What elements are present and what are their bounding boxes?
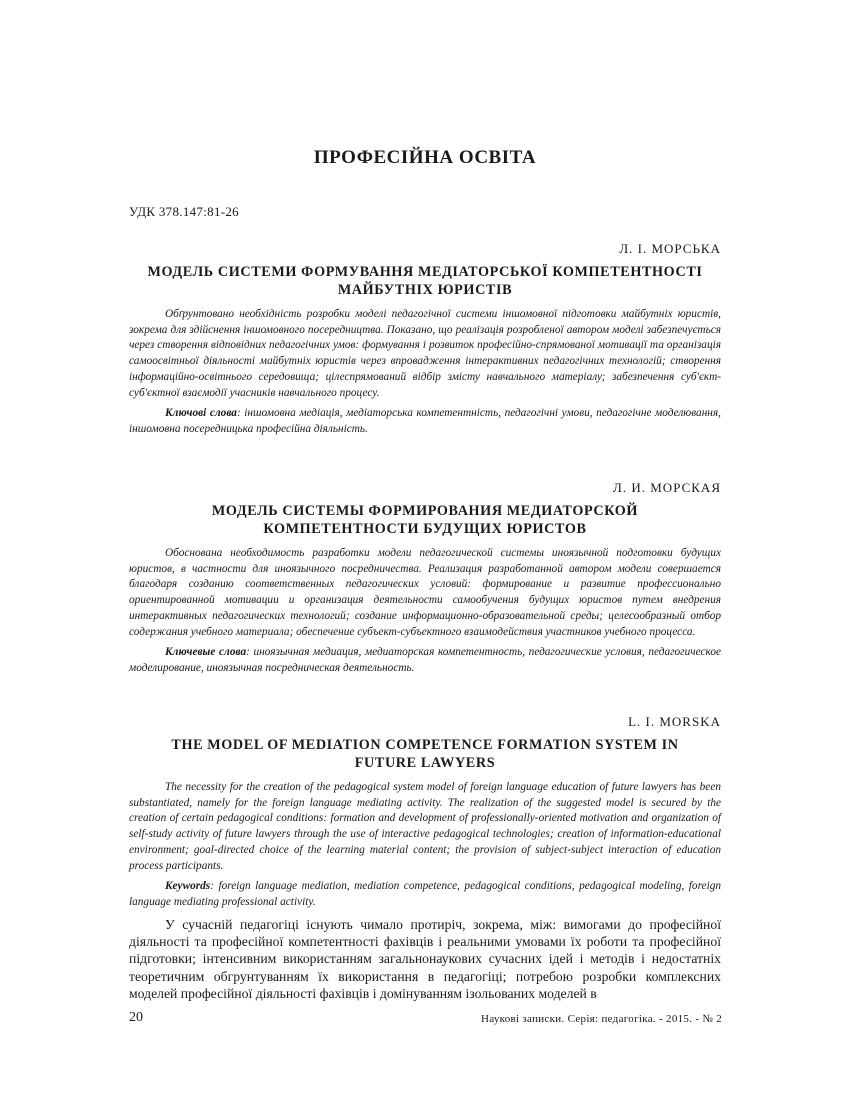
udk-code: УДК 378.147:81-26 [129,204,239,219]
keywords [129,645,721,676]
article-title-line: МОДЕЛЬ СИСТЕМИ ФОРМУВАННЯ МЕДІАТОРСЬКОЇ КОМПЕТЕНТНОСТІ [147,264,703,280]
keywords-text: : іншомовна медіація, медіаторська компетентність, педагогічні умови, педагогічне моделювання, іншомовна посередницька професійна діяльність. [129,407,721,435]
article-title-line: FUTURE LAWYERS [354,755,496,771]
keywords-text: : foreign language mediation, mediation competence, pedagogical conditions, pedagogical modeling, foreign language mediating professional activity. [129,880,721,908]
keywords-label: Keywords [165,880,211,893]
article-title-line: МОДЕЛЬ СИСТЕМЫ ФОРМИРОВАНИЯ МЕДИАТОРСКОЙ [211,503,639,519]
abstract-text: The necessity for the creation of the pedagogical system model of foreign language education of future lawyers has been substantiated, namely for the foreign language mediating activity. The realization of the suggested model is secured by the creation of certain pedagogical conditions: formation and development of professionally-oriented motivation and organization of self-study activity of future lawyers through the use of interactive pedagogical technologies; creation of information-educational environment; goal-directed choice of the learning material content; the provision of subject-subject interaction of education process participants. [129,781,721,872]
article-title [129,736,721,772]
keywords [129,406,721,437]
author-name: Л. І. МОРСЬКА [619,241,721,256]
abstract-text: Обоснована необходимость разработки модели педагогической системы иноязычной подготовки будущих юристов, в частности для иноязычного посредничества. Реализация разработанной автором модели совершается благодаря созданию соответственных педагогических условий: формирование и развитие профессионально ориентированной мотивации и организация деятельности самообучения будущих юристов путем внедрения интерактивных педагогических технологий; создание информационно-образовательной среды; целесообразный отбор содержания учебного материала; обеспечение субъект-субъектного взаимодействия участников учебного процесса. [129,547,721,638]
page-number: 20 [129,1010,143,1025]
keywords [129,879,721,910]
keywords-text: : иноязычная медиация, медиаторская компетентность, педагогические условия, педагогическое моделирование, иноязычная посредническая деятельность. [129,646,721,674]
abstract-text: Обґрунтовано необхідність розробки моделі педагогічної системи іншомовної підготовки майбутніх юристів, зокрема для здійснення іншомовного посередництва. Показано, що реалізація розробленої автором моделі забезпечується через створення відповідних педагогічних умов: формування і розвиток професійно-спрямованої мотивації та організація самоосвітньої діяльності майбутніх юристів через впровадження інтерактивних педагогічних технологій; створення інформаційно-освітнього середовища; цілеспрямований відбір змісту навчального матеріалу; забезпечення суб'єкт-суб'єктної взаємодії учасників навчального процесу. [129,308,721,399]
body-paragraph: У сучасній педагогіці існують чимало протиріч, зокрема, між: вимогами до професійної діяльності та професійної компетентності фахівців і реальними умовами їх роботи та професійної підготовки; інтенсивним використанням загальнонаукових сучасних ідей і методів і недостатніх теоретичним обгрунтуванням їх використання в педагогіці; потребою розробки комплексних моделей професійної діяльності фахівців і домінуванням ізольованих моделей в [129,917,721,1001]
article-title [129,263,721,299]
article-title-line: КОМПЕТЕНТНОСТИ БУДУЩИХ ЮРИСТОВ [263,521,587,537]
abstract-block-ukrainian [129,241,721,438]
journal-footer: Наукові записки. Серія: педагогіка. - 2015. - № 2 [480,1013,722,1025]
abstract-block-russian [129,480,721,677]
abstract-block-english [129,714,721,911]
keywords-label: Ключові слова [165,407,237,420]
author-name: Л. И. МОРСКАЯ [613,480,721,495]
section-title: ПРОФЕСІЙНА ОСВІТА [313,147,537,168]
article-title-line: THE MODEL OF MEDIATION COMPETENCE FORMATION SYSTEM IN [171,737,679,753]
article-title [129,502,721,538]
author-name: L. I. MORSKA [628,714,721,729]
keywords-label: Ключевые слова [165,646,247,659]
article-title-line: МАЙБУТНІХ ЮРИСТІВ [337,282,513,298]
